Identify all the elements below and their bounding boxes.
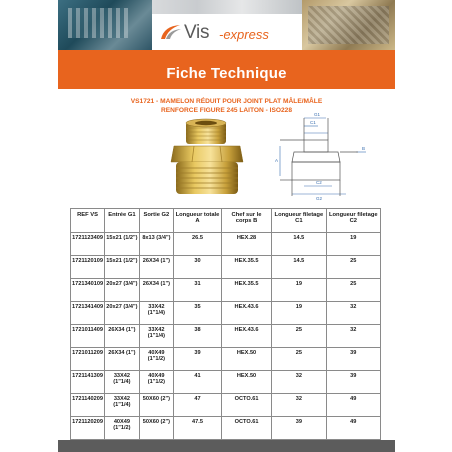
table-cell: 25 — [272, 325, 326, 348]
table-cell: HEX.50 — [221, 371, 271, 394]
table-cell: 20x27 (3/4") — [105, 279, 140, 302]
table-cell: 50X60 (2") — [139, 394, 173, 417]
product-title-line2: RENFORCE FIGURE 245 LAITON - ISO228 — [160, 107, 293, 114]
table-cell: 31 — [174, 279, 222, 302]
table-cell: OCTO.61 — [221, 394, 271, 417]
page-title: Fiche Technique — [166, 65, 287, 82]
table-row — [71, 394, 381, 417]
drawing-label-a: A — [275, 158, 279, 163]
table-header-row — [71, 209, 381, 233]
accent-bar — [58, 50, 395, 58]
ref-cell: 1721120109 — [71, 256, 105, 279]
table-cell: 14.5 — [272, 256, 326, 279]
ref-cell: 1721341409 — [71, 302, 105, 325]
table-cell: 39 — [326, 348, 380, 371]
column-header: Longueur filetage C2 — [326, 209, 380, 233]
technical-drawing — [270, 110, 368, 202]
table-cell: HEX.35.5 — [221, 256, 271, 279]
table-cell: HEX.28 — [221, 233, 271, 256]
column-header: Chef sur le corps B — [221, 209, 271, 233]
table-cell: 26X34 (1") — [105, 325, 140, 348]
drawing-label-g1: G1 — [314, 112, 321, 117]
table-cell: 32 — [272, 394, 326, 417]
table-cell: 25 — [272, 348, 326, 371]
divider — [58, 89, 395, 91]
column-header: Longueur filetage C1 — [272, 209, 326, 233]
table-cell: 19 — [326, 233, 380, 256]
table-cell: HEX.35.5 — [221, 279, 271, 302]
table-cell: 39 — [174, 348, 222, 371]
table-cell: 40X49 (1"1/2) — [139, 348, 173, 371]
title-banner — [58, 58, 395, 89]
column-header: Entrée G1 — [105, 209, 140, 233]
ref-cell: 1721120209 — [71, 417, 105, 440]
logo-text-suffix: -express — [219, 27, 269, 42]
table-cell: 8x13 (3/4") — [139, 233, 173, 256]
table-row — [71, 371, 381, 394]
table-cell: 26X34 (1") — [105, 348, 140, 371]
table-cell: 33X42 (1"1/4) — [105, 371, 140, 394]
table-cell: 32 — [326, 325, 380, 348]
table-cell: OCTO.61 — [221, 417, 271, 440]
table-cell: 47.5 — [174, 417, 222, 440]
logo-swoosh-icon — [160, 23, 182, 41]
table-cell: 15x21 (1/2") — [105, 233, 140, 256]
drawing-label-c1: C1 — [310, 120, 316, 125]
table-cell: 39 — [272, 417, 326, 440]
table-cell: 32 — [326, 302, 380, 325]
table-cell: 20x27 (3/4") — [105, 302, 140, 325]
table-cell: 15x21 (1/2") — [105, 256, 140, 279]
table-row — [71, 417, 381, 440]
table-row — [71, 348, 381, 371]
column-header: REF VS — [71, 209, 105, 233]
table-cell: 26X34 (1") — [139, 279, 173, 302]
table-row — [71, 233, 381, 256]
ref-cell: 1721141309 — [71, 371, 105, 394]
datasheet-page — [58, 0, 395, 452]
table-cell: 40X49 (1"1/2) — [105, 417, 140, 440]
ref-cell: 1721123409 — [71, 233, 105, 256]
table-cell: 47 — [174, 394, 222, 417]
table-cell: 26.5 — [174, 233, 222, 256]
ref-cell: 1721011409 — [71, 325, 105, 348]
table-cell: 32 — [272, 371, 326, 394]
drawing-label-b: B — [362, 146, 366, 151]
drawing-label-c2: C2 — [316, 180, 322, 185]
table-cell: 38 — [174, 325, 222, 348]
table-row — [71, 325, 381, 348]
table-cell: 50X60 (2") — [139, 417, 173, 440]
table-cell: 30 — [174, 256, 222, 279]
table-cell: 39 — [326, 371, 380, 394]
table-row — [71, 302, 381, 325]
table-cell: 14.5 — [272, 233, 326, 256]
product-title-line1: VS1721 - MAMELON RÉDUIT POUR JOINT PLAT MÂLE/MÂLE — [130, 98, 323, 105]
table-row — [71, 256, 381, 279]
table-cell: 33X42 (1"1/4) — [105, 394, 140, 417]
table-cell: 25 — [326, 279, 380, 302]
ref-cell: 1721011209 — [71, 348, 105, 371]
table-cell: 35 — [174, 302, 222, 325]
brand-logo — [152, 14, 302, 50]
drawing-label-g2: G2 — [316, 196, 323, 201]
ref-cell: 1721340109 — [71, 279, 105, 302]
table-cell: HEX.43.6 — [221, 325, 271, 348]
brass-fitting-image — [168, 118, 246, 198]
column-header: Longueur totale A — [174, 209, 222, 233]
table-cell: HEX.50 — [221, 348, 271, 371]
table-cell: 25 — [326, 256, 380, 279]
table-body — [71, 233, 381, 440]
table-cell: 49 — [326, 417, 380, 440]
tools-photo — [58, 0, 152, 50]
table-row — [71, 279, 381, 302]
ref-cell: 1721140209 — [71, 394, 105, 417]
spec-table — [70, 208, 381, 440]
table-cell: 40X49 (1"1/2) — [139, 371, 173, 394]
table-cell: 33X42 (1"1/4) — [139, 302, 173, 325]
table-cell: 49 — [326, 394, 380, 417]
footer-bar — [58, 440, 395, 452]
table-cell: HEX.43.6 — [221, 302, 271, 325]
column-header: Sortie G2 — [139, 209, 173, 233]
table-cell: 33X42 (1"1/4) — [139, 325, 173, 348]
table-cell: 41 — [174, 371, 222, 394]
screws-photo — [302, 0, 395, 50]
table-cell: 19 — [272, 302, 326, 325]
table-cell: 26X34 (1") — [139, 256, 173, 279]
logo-text-main: Vis — [184, 22, 210, 43]
table-cell: 19 — [272, 279, 326, 302]
